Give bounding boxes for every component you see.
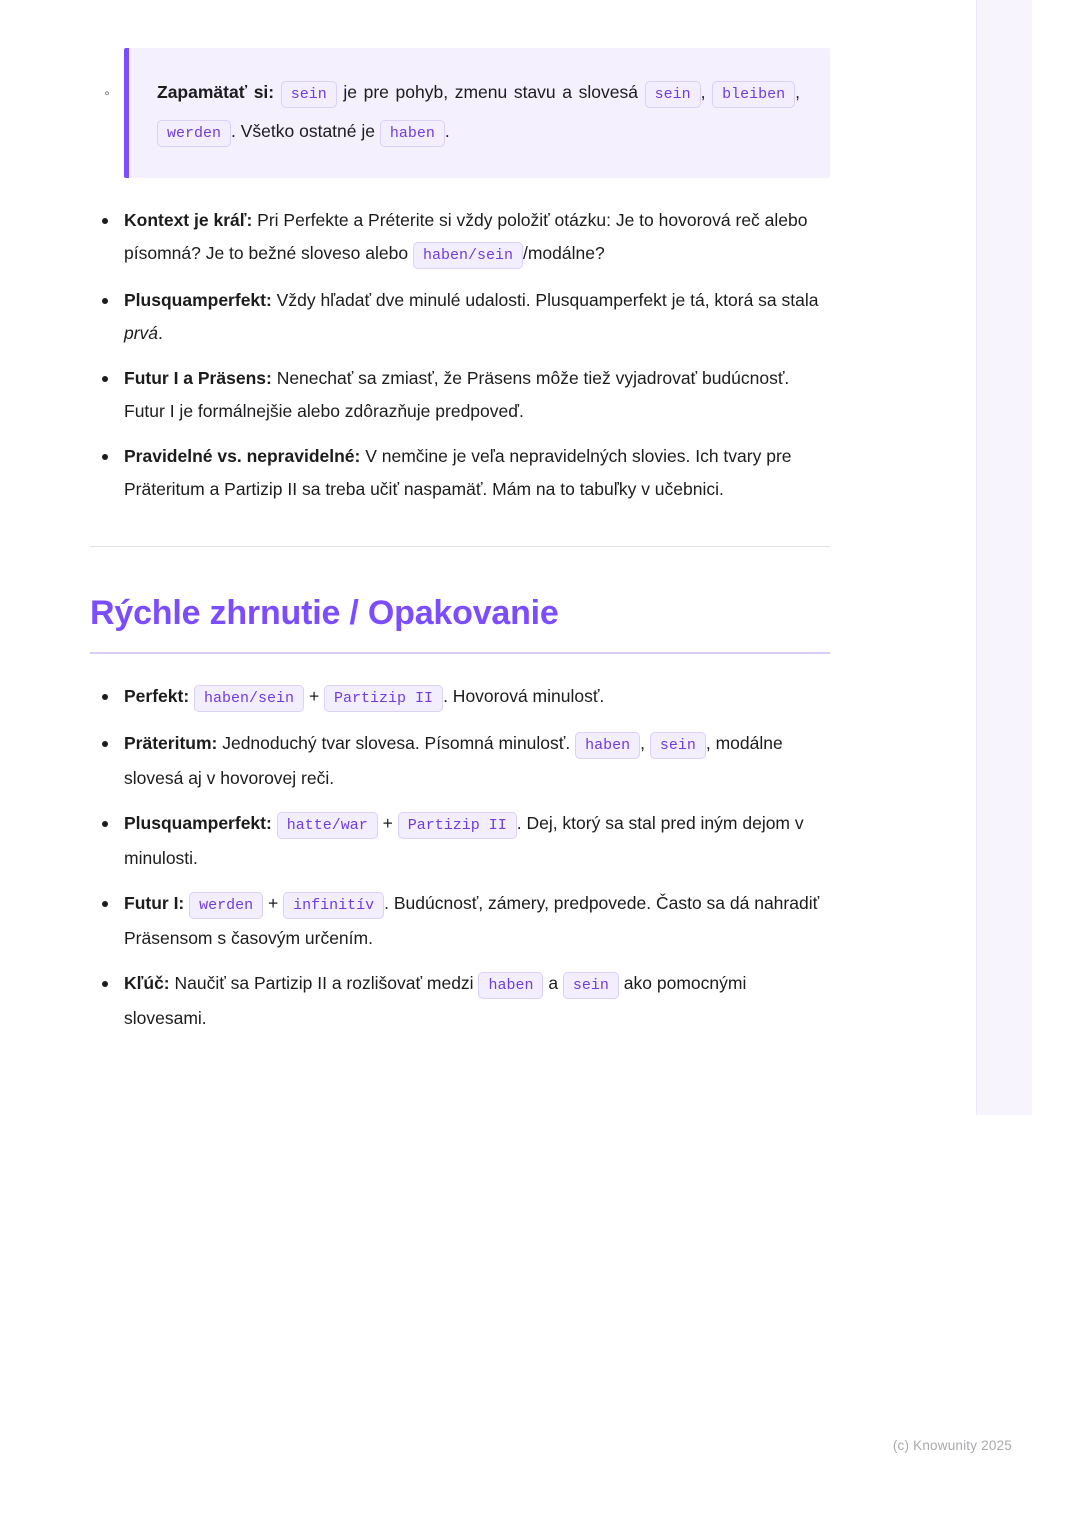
code-chip-sein-3: sein: [650, 732, 706, 759]
list-item: [90, 807, 830, 875]
summary-label-plusquamperfekt: Plusquamperfekt:: [124, 812, 272, 833]
summary-text-kluc-1: Naučiť sa Partizip II a rozlišovať medzi: [169, 972, 479, 993]
list-item: [90, 284, 830, 350]
list-item: [90, 204, 830, 272]
callout-text-2: . Všetko ostatné je: [231, 121, 380, 141]
list-item: [90, 362, 830, 428]
tip-text-plq-1: Vždy hľadať dve minulé udalosti. Plusquamperfekt je tá, ktorá sa stala: [271, 290, 819, 310]
tip-emphasis-prva: prvá: [124, 323, 159, 343]
code-chip-sein-1: sein: [281, 81, 337, 108]
plus-sign-perfekt: +: [308, 685, 320, 706]
summary-list: [90, 680, 830, 1035]
tip-label-futur-prasens: Futur I a Präsens:: [124, 368, 272, 388]
tip-label-kontext: Kontext je kráľ:: [124, 210, 253, 230]
summary-label-kluc: Kľúč:: [124, 972, 170, 993]
code-chip-haben-sein-2: haben/sein: [194, 685, 304, 712]
summary-text-kluc-2: ako pomocnými slovesami.: [124, 972, 747, 1028]
sp-2: [272, 813, 277, 833]
sp-2b: [393, 813, 398, 833]
callout-label: Zapamätať si:: [157, 82, 275, 102]
callout-text-1: je pre pohyb, zmenu stavu a slovesá: [336, 82, 645, 102]
plus-sign-plq: +: [382, 812, 393, 833]
code-chip-haben-sein: haben/sein: [413, 242, 523, 269]
summary-label-prateritum: Präteritum:: [124, 732, 218, 753]
page-title: Rýchle zhrnutie / Opakovanie: [90, 594, 559, 632]
code-chip-bleiben: bleiben: [712, 81, 795, 108]
code-chip-werden-2: werden: [189, 892, 263, 919]
callout-remember: [90, 48, 830, 178]
tip-text-kontext-2: /modálne?: [522, 243, 605, 263]
summary-label-futur: Futur I:: [124, 892, 185, 913]
callout-bullet-marker: ◦: [104, 85, 110, 102]
tip-text-plq-2: .: [158, 323, 163, 343]
list-item: [90, 727, 830, 795]
list-item: [90, 887, 830, 955]
summary-mid-kluc: a: [543, 972, 563, 993]
summary-text-prat-2: , modálne slovesá aj v hovorovej reči.: [124, 732, 783, 788]
code-chip-haben-3: haben: [478, 972, 543, 999]
list-item: [90, 680, 830, 715]
tip-label-pravidelne: Pravidelné vs. nepravidelné:: [124, 446, 361, 466]
callout-text: [157, 74, 800, 152]
footer-copyright: (c) Knowunity 2025: [892, 1438, 1012, 1453]
callout-text-3: .: [444, 121, 450, 141]
summary-text-perfekt: . Hovorová minulosť.: [443, 685, 605, 706]
summary-text-plq: . Dej, ktorý sa stal pred iným dejom v minulosti.: [124, 812, 804, 868]
tip-text-pravidelne: V nemčine je veľa nepravidelných slovies. Ich tvary pre Präteritum a Partizip II sa treba učiť naspamäť. Mám na to tabuľky v učebnici.: [124, 446, 792, 499]
tip-text-kontext-1: Pri Perfekte a Préterite si vždy položiť otázku: Je to hovorová reč alebo písomná? Je to bežné sloveso alebo: [124, 210, 808, 263]
tip-text-futur: Nenechať sa zmiasť, že Präsens môže tiež vyjadrovať budúcnosť. Futur I je formálnejšie alebo zdôrazňuje predpoveď.: [124, 368, 790, 421]
tip-label-plusquamperfekt: Plusquamperfekt:: [124, 290, 272, 310]
title-underline: [90, 652, 830, 654]
tips-list: [90, 204, 830, 506]
callout-box: [124, 48, 830, 178]
code-chip-partizip-ii-2: Partizip II: [398, 812, 517, 839]
section-divider: [90, 546, 830, 547]
code-chip-sein-4: sein: [563, 972, 619, 999]
summary-text-futur: . Budúcnosť, zámery, predpovede. Často sa dá nahradiť Präsensom s časovým určením.: [124, 892, 820, 948]
callout-sep-2: ,: [795, 82, 800, 102]
code-chip-werden: werden: [157, 120, 231, 147]
code-chip-infinitiv: infinitív: [283, 892, 384, 919]
summary-text-prat-1: Jednoduchý tvar slovesa. Písomná minulosť.: [217, 732, 576, 753]
document-page: [90, 0, 830, 1047]
callout-sep-1: ,: [700, 82, 713, 102]
code-chip-haben: haben: [380, 120, 445, 147]
page-side-rail: [976, 0, 1032, 1115]
code-chip-partizip-ii-1: Partizip II: [324, 685, 443, 712]
summary-sep-prat: ,: [640, 732, 650, 753]
summary-label-perfekt: Perfekt:: [124, 685, 190, 706]
plus-sign-futur: +: [268, 892, 279, 913]
code-chip-sein-2: sein: [645, 81, 701, 108]
callout-space: [274, 82, 281, 102]
code-chip-haben-2: haben: [575, 732, 640, 759]
code-chip-hatte-war: hatte/war: [277, 812, 378, 839]
list-item: [90, 967, 830, 1035]
list-item: [90, 440, 830, 506]
